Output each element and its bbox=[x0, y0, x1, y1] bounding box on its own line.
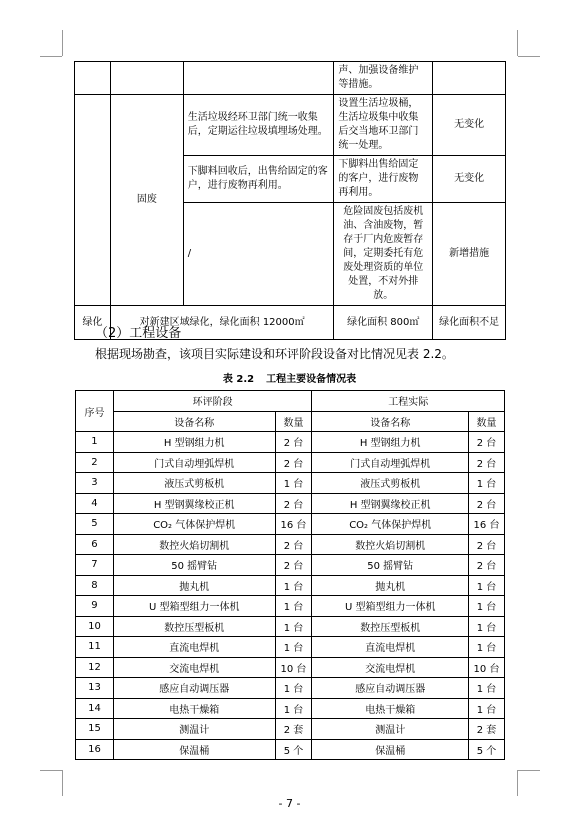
header-actual: 工程实际 bbox=[312, 391, 505, 412]
crop-mark bbox=[518, 56, 540, 57]
table-caption-number: 表 2.2 bbox=[222, 374, 255, 385]
cell-qty: 1 台 bbox=[275, 616, 312, 637]
cell-name: 液压式剪板机 bbox=[113, 473, 275, 494]
header-seq: 序号 bbox=[76, 391, 114, 432]
header-name: 设备名称 bbox=[312, 411, 469, 432]
table-cell bbox=[75, 95, 111, 306]
cell-actual-qty: 2 套 bbox=[469, 719, 505, 740]
cell-qty: 1 台 bbox=[275, 698, 312, 719]
crop-mark bbox=[62, 770, 63, 796]
table-row bbox=[76, 616, 505, 637]
cell-actual-name: 门式自动埋弧焊机 bbox=[312, 452, 469, 473]
section-heading: （2）工程设备 bbox=[95, 326, 182, 341]
cell-name: 数控火焰切割机 bbox=[113, 534, 275, 555]
cell-actual-name: H 型钢翼缘校正机 bbox=[312, 493, 469, 514]
crop-mark bbox=[517, 770, 518, 796]
cell-actual-qty: 5 个 bbox=[469, 739, 505, 760]
table-row bbox=[76, 432, 505, 453]
table-header-row bbox=[76, 411, 505, 432]
cell-actual-qty: 1 台 bbox=[469, 596, 505, 617]
cell-no: 7 bbox=[76, 555, 114, 576]
cell-qty: 5 个 bbox=[275, 739, 312, 760]
table-row bbox=[76, 739, 505, 760]
cell-qty: 2 套 bbox=[275, 719, 312, 740]
table-cell: 对新建区域绿化，绿化面积 12000㎡ bbox=[110, 306, 333, 340]
cell-qty: 1 台 bbox=[275, 637, 312, 658]
cell-no: 5 bbox=[76, 514, 114, 535]
cell-actual-name: 抛丸机 bbox=[312, 575, 469, 596]
cell-no: 8 bbox=[76, 575, 114, 596]
table-cell: 下脚料出售给固定的客户，进行废物再利用。 bbox=[334, 156, 433, 203]
cell-name: CO₂ 气体保护焊机 bbox=[113, 514, 275, 535]
cell-actual-qty: 1 台 bbox=[469, 473, 505, 494]
header-name: 设备名称 bbox=[113, 411, 275, 432]
cell-qty: 10 台 bbox=[275, 657, 312, 678]
cell-name: H 型钢翼缘校正机 bbox=[113, 493, 275, 514]
crop-mark bbox=[40, 770, 62, 771]
cell-qty: 1 台 bbox=[275, 596, 312, 617]
header-qty: 数量 bbox=[469, 411, 505, 432]
cell-no: 9 bbox=[76, 596, 114, 617]
cell-actual-qty: 2 台 bbox=[469, 534, 505, 555]
cell-name: 门式自动埋弧焊机 bbox=[113, 452, 275, 473]
body-paragraph: 根据现场勘查，该项目实际建设和环评阶段设备对比情况见表 2.2。 bbox=[95, 347, 454, 361]
cell-name: 电热干燥箱 bbox=[113, 698, 275, 719]
table-cell: 绿化面积不足 bbox=[433, 306, 506, 340]
table-cell: / bbox=[183, 203, 334, 306]
cell-actual-name: 直流电焊机 bbox=[312, 637, 469, 658]
cell-actual-name: 数控火焰切割机 bbox=[312, 534, 469, 555]
cell-no: 1 bbox=[76, 432, 114, 453]
cell-actual-qty: 1 台 bbox=[469, 637, 505, 658]
cell-qty: 1 台 bbox=[275, 473, 312, 494]
cell-name: 抛丸机 bbox=[113, 575, 275, 596]
cell-actual-name: 保温桶 bbox=[312, 739, 469, 760]
table-row bbox=[76, 534, 505, 555]
cell-qty: 2 台 bbox=[275, 534, 312, 555]
table-row bbox=[75, 62, 506, 95]
table-caption bbox=[0, 370, 579, 385]
cell-actual-name: 液压式剪板机 bbox=[312, 473, 469, 494]
cell-actual-name: 感应自动调压器 bbox=[312, 678, 469, 699]
table-cell: 危险固废包括废机油、含油废物，暂存于厂内危废暂存间，定期委托有危废处理资质的单位处置，不对外排放。 bbox=[334, 203, 433, 306]
cell-no: 10 bbox=[76, 616, 114, 637]
cell-no: 4 bbox=[76, 493, 114, 514]
cell-actual-qty: 2 台 bbox=[469, 452, 505, 473]
cell-actual-name: 50 摇臂钻 bbox=[312, 555, 469, 576]
cell-no: 13 bbox=[76, 678, 114, 699]
cell-actual-qty: 1 台 bbox=[469, 575, 505, 596]
cell-name: 50 摇臂钻 bbox=[113, 555, 275, 576]
table-cell: 下脚料回收后，出售给固定的客户，进行废物再利用。 bbox=[183, 156, 334, 203]
table-row bbox=[76, 719, 505, 740]
cell-actual-name: U 型箱型组力一体机 bbox=[312, 596, 469, 617]
cell-no: 6 bbox=[76, 534, 114, 555]
table-cell: 声、加强设备维护等措施。 bbox=[334, 62, 433, 95]
cell-name: H 型钢组力机 bbox=[113, 432, 275, 453]
table-row bbox=[76, 657, 505, 678]
measures-table bbox=[74, 61, 506, 340]
table-cell: 生活垃圾经环卫部门统一收集后，定期运往垃圾填埋场处理。 bbox=[183, 95, 334, 156]
cell-qty: 16 台 bbox=[275, 514, 312, 535]
cell-name: 交流电焊机 bbox=[113, 657, 275, 678]
cell-no: 15 bbox=[76, 719, 114, 740]
table-cell: 设置生活垃圾桶，生活垃圾集中收集后交当地环卫部门统一处理。 bbox=[334, 95, 433, 156]
equipment-table bbox=[75, 390, 505, 760]
cell-no: 12 bbox=[76, 657, 114, 678]
table-cell: 无变化 bbox=[433, 156, 506, 203]
crop-mark bbox=[40, 56, 62, 57]
crop-mark bbox=[518, 770, 540, 771]
cell-actual-qty: 1 台 bbox=[469, 678, 505, 699]
header-qty: 数量 bbox=[275, 411, 312, 432]
cell-actual-qty: 1 台 bbox=[469, 698, 505, 719]
table-cell bbox=[433, 62, 506, 95]
cell-actual-name: 交流电焊机 bbox=[312, 657, 469, 678]
table-cell bbox=[75, 62, 111, 95]
cell-actual-qty: 2 台 bbox=[469, 432, 505, 453]
table-cell: 绿化面积 800㎡ bbox=[334, 306, 433, 340]
table-row bbox=[76, 596, 505, 617]
table-header-row bbox=[76, 391, 505, 412]
cell-qty: 2 台 bbox=[275, 432, 312, 453]
table-row bbox=[76, 678, 505, 699]
cell-name: 数控压型板机 bbox=[113, 616, 275, 637]
cell-actual-qty: 2 台 bbox=[469, 555, 505, 576]
page-number: - 7 - bbox=[278, 797, 301, 810]
table-row bbox=[76, 698, 505, 719]
table-row bbox=[76, 473, 505, 494]
cell-no: 2 bbox=[76, 452, 114, 473]
cell-no: 11 bbox=[76, 637, 114, 658]
table-row bbox=[76, 637, 505, 658]
cell-actual-name: CO₂ 气体保护焊机 bbox=[312, 514, 469, 535]
cell-name: U 型箱型组力一体机 bbox=[113, 596, 275, 617]
cell-qty: 2 台 bbox=[275, 493, 312, 514]
table-caption-title: 工程主要设备情况表 bbox=[266, 374, 357, 385]
cell-qty: 1 台 bbox=[275, 678, 312, 699]
cell-actual-qty: 1 台 bbox=[469, 616, 505, 637]
cell-actual-qty: 2 台 bbox=[469, 493, 505, 514]
category-cell: 固废 bbox=[110, 95, 183, 306]
cell-actual-name: 电热干燥箱 bbox=[312, 698, 469, 719]
cell-qty: 2 台 bbox=[275, 452, 312, 473]
cell-actual-name: 数控压型板机 bbox=[312, 616, 469, 637]
cell-actual-qty: 16 台 bbox=[469, 514, 505, 535]
table-row bbox=[76, 514, 505, 535]
table-cell: 无变化 bbox=[433, 95, 506, 156]
cell-no: 16 bbox=[76, 739, 114, 760]
cell-qty: 2 台 bbox=[275, 555, 312, 576]
cell-actual-qty: 10 台 bbox=[469, 657, 505, 678]
cell-name: 直流电焊机 bbox=[113, 637, 275, 658]
cell-actual-name: H 型钢组力机 bbox=[312, 432, 469, 453]
cell-name: 测温计 bbox=[113, 719, 275, 740]
table-row bbox=[76, 575, 505, 596]
cell-name: 感应自动调压器 bbox=[113, 678, 275, 699]
cell-no: 14 bbox=[76, 698, 114, 719]
table-row bbox=[75, 95, 506, 156]
cell-no: 3 bbox=[76, 473, 114, 494]
table-row bbox=[76, 452, 505, 473]
table-cell bbox=[110, 62, 183, 95]
table-cell: 新增措施 bbox=[433, 203, 506, 306]
table-cell: 绿化 bbox=[75, 306, 111, 340]
cell-qty: 1 台 bbox=[275, 575, 312, 596]
crop-mark bbox=[517, 30, 518, 56]
cell-name: 保温桶 bbox=[113, 739, 275, 760]
header-eia: 环评阶段 bbox=[113, 391, 312, 412]
crop-mark bbox=[62, 30, 63, 56]
table-row bbox=[76, 493, 505, 514]
table-row bbox=[76, 555, 505, 576]
table-cell bbox=[183, 62, 334, 95]
cell-actual-name: 测温计 bbox=[312, 719, 469, 740]
